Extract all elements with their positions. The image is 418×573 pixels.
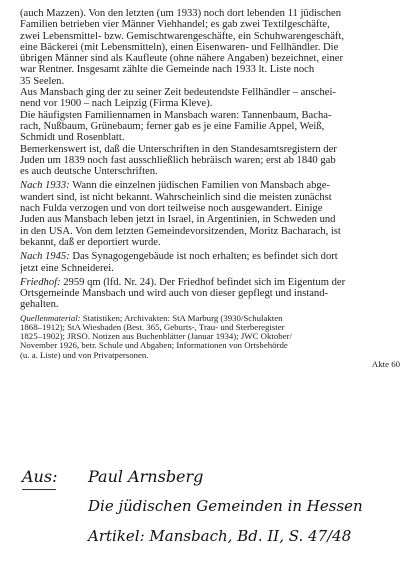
handwritten-book-title: Die jüdischen Gemeinden in Hessen <box>88 497 363 515</box>
section-heading: Nach 1945: <box>20 251 70 263</box>
handwritten-underline <box>22 489 56 490</box>
body-line: wandert sind, ist nicht bekannt. Wahrscheinlich sind die meisten zunächst <box>20 191 332 203</box>
body-line: nend vor 1900 – nach Leipzig (Firma Kleve). <box>20 98 213 110</box>
body-line: Die häufigsten Familiennamen in Mansbach waren: Tannenbaum, Bacha- <box>20 109 332 121</box>
section-heading: Friedhof: <box>20 276 61 288</box>
body-line: rach, Nußbaum, Grünebaum; ferner gab es je eine Familie Appel, Weiß, <box>20 120 325 132</box>
body-line: 35 Seelen. <box>20 75 65 87</box>
source-note-line: November 1926, betr. Schule und Abgaben; Informationen von Ortsbehörde <box>20 341 288 351</box>
body-line: Juden aus Mansbach leben jetzt in Israel, in Argentinien, in Schweden und <box>20 214 336 226</box>
handwritten-article-ref: Artikel: Mansbach, Bd. II, S. 47/48 <box>88 527 352 545</box>
source-note-line: 1868–1912); StA Wiesbaden (Best. 365, Geburts-, Trau- und Sterberegister <box>20 322 285 332</box>
body-line: Bemerkenswert ist, daß die Unterschriften in den Standesamtsregistern der <box>20 143 337 155</box>
source-heading: Quellenmaterial: <box>20 313 81 323</box>
section-heading: Nach 1933: <box>20 180 70 192</box>
body-line: nach Fulda verzogen und von dort teilweise noch ausgewandert. Einige <box>20 203 323 215</box>
body-line: Ortsgemeinde Mansbach und wird auch von dieser gepflegt und instand- <box>20 288 329 300</box>
akte-label: Akte 60 <box>371 359 400 369</box>
body-line: (auch Mazzen). Von den letzten (um 1933) noch dort lebenden 11 jüdischen <box>20 8 342 19</box>
body-line: eine Bäckerei (mit Lebensmitteln), einen Eisenwaren- und Fellhändler. Die <box>20 41 339 53</box>
section-friedhof: Friedhof: 2959 qm (lfd. Nr. 24). Der Friedhof befindet sich im Eigentum der <box>20 276 346 288</box>
body-line: bekannt, daß er deportiert wurde. <box>20 236 161 248</box>
body-line: Familien betrieben vier Männer Viehhandel; es gab zwei Textilgeschäfte, <box>20 19 330 31</box>
body-line: Schmidt und Rosenblatt. <box>20 132 125 144</box>
body-line: zwei Lebensmittel- bzw. Gemischtwarengeschäfte, ein Schuhwarengeschäft, <box>20 30 345 42</box>
handwritten-author: Paul Arnsberg <box>88 467 204 486</box>
source-note-line: Quellenmaterial: Statistiken; Archivakten: StA Marburg (3930/Schulakten <box>20 313 283 323</box>
source-note-line: 1825–1902); JRSO. Notizen aus Buchenblätter (Januar 1934); JWC Oktober/ <box>20 332 292 342</box>
body-line: gehalten. <box>20 299 59 311</box>
body-line: Aus Mansbach ging der zu seiner Zeit bedeutendste Fellhändler – anschei- <box>20 87 336 99</box>
section-nach-1945: Nach 1945: Das Synagogengebäude ist noch erhalten; es befindet sich dort <box>20 251 338 263</box>
source-note-line: (u. a. Liste) und von Privatpersonen. <box>20 350 149 360</box>
handwritten-aus: Aus: <box>22 467 58 486</box>
section-nach-1933: Nach 1933: Wann die einzelnen jüdischen Familien von Mansbach abge- <box>20 180 330 192</box>
body-line: jetzt eine Schneiderei. <box>20 262 114 274</box>
body-line: übrigen Männer sind als Kaufleute (ohne nähere Angaben) bezeichnet, einer <box>20 53 343 65</box>
article-text <box>20 8 400 369</box>
body-line: Juden um 1839 noch fast ausschließlich hebräisch waren; erst ab 1840 gab <box>20 154 336 166</box>
body-line: war Rentner. Insgesamt zählte die Gemeinde nach 1933 lt. Liste noch <box>20 64 315 76</box>
body-line: in den USA. Von dem letzten Gemeindevorsitzenden, Moritz Bacharach, ist <box>20 225 341 237</box>
body-line: es auch deutsche Unterschriften. <box>20 166 158 178</box>
